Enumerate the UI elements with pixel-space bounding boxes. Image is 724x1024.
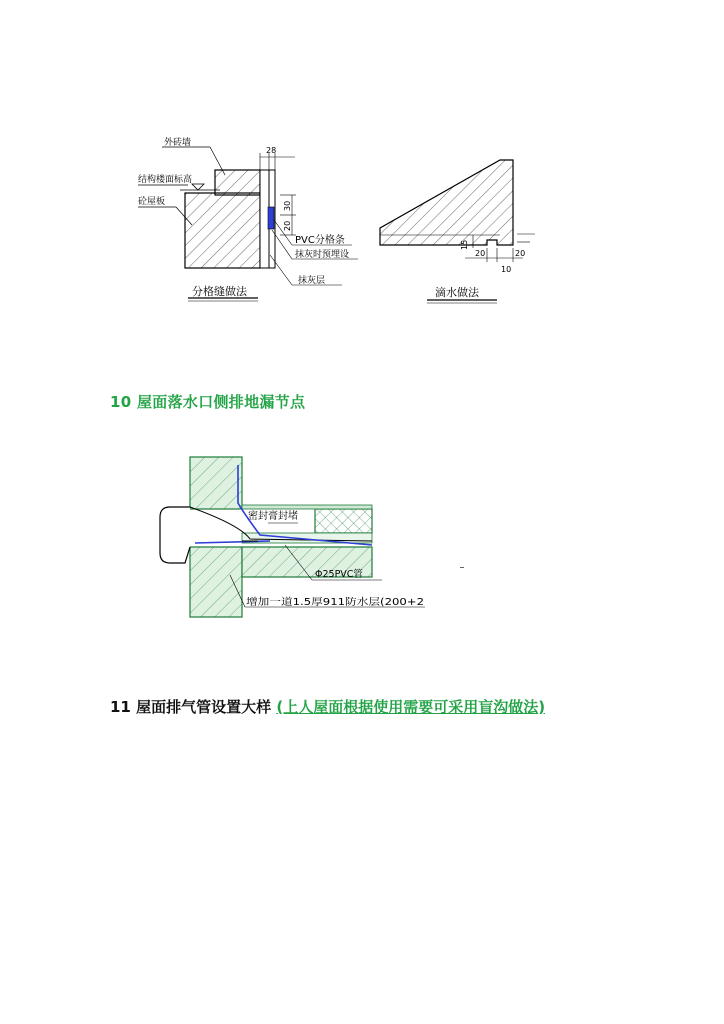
joint-caption: 分格缝做法 — [192, 285, 247, 298]
stray-mark — [460, 567, 464, 568]
level-label: 结构楼面标高 — [138, 175, 193, 185]
section-11-title: 11 屋面排气管设置大样 — [110, 698, 272, 716]
dim-top: 28 — [266, 146, 277, 155]
section-11-heading — [110, 696, 545, 717]
drip-detail-drawing — [375, 150, 555, 310]
embed-label: 抹灰时预埋设 — [295, 250, 350, 260]
dim-15: 15 — [460, 239, 469, 250]
section-11-note: (上人屋面根据使用需要可采用盲沟做法) — [276, 698, 546, 716]
dim-20a: 20 — [475, 249, 486, 258]
dim-20b: 20 — [515, 249, 526, 258]
outlet-detail-drawing — [150, 455, 430, 625]
seal-label: 密封膏封堵 — [248, 511, 298, 522]
section-10-heading: 10 屋面落水口侧排地漏节点 — [110, 393, 306, 411]
dim-30: 30 — [283, 200, 292, 211]
dim-10: 10 — [501, 265, 512, 274]
joint-detail-drawing — [130, 135, 370, 315]
plaster-label: 抹灰层 — [298, 276, 326, 286]
dim-20: 20 — [283, 220, 292, 231]
extra-layer-label: 增加一道1.5厚911防水层(200+2 — [246, 597, 392, 608]
drip-caption: 滴水做法 — [435, 286, 479, 299]
wall-label: 外砖墙 — [164, 138, 192, 148]
pvc-pipe-label: Φ25PVC管 — [315, 569, 363, 580]
pvc-label: PVC分格条 — [295, 235, 345, 246]
slab-label: 砼屋板 — [138, 197, 166, 207]
